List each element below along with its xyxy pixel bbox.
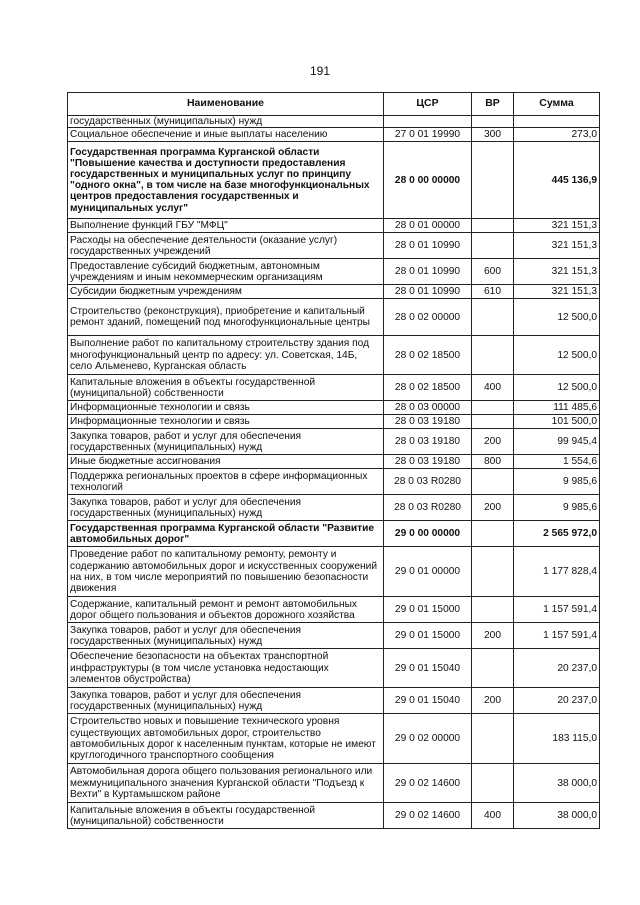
cell-sum: 111 485,6 (514, 401, 600, 415)
cell-vr (472, 547, 514, 597)
cell-code: 29 0 01 15040 (384, 688, 472, 714)
cell-name: государственных (муниципальных) нужд (68, 116, 384, 128)
cell-sum: 321 151,3 (514, 259, 600, 285)
table-row (68, 375, 600, 401)
cell-name: Субсидии бюджетным учреждениям (68, 285, 384, 299)
table-header-row (68, 93, 600, 116)
cell-sum (514, 116, 600, 128)
table-row (68, 142, 600, 219)
cell-code: 29 0 02 14600 (384, 764, 472, 803)
cell-sum: 20 237,0 (514, 688, 600, 714)
cell-name: Закупка товаров, работ и услуг для обеспечения государственных (муниципальных) нужд (68, 688, 384, 714)
cell-code: 28 0 03 19180 (384, 415, 472, 429)
cell-code: 28 0 03 R0280 (384, 495, 472, 521)
header-name: Наименование (68, 93, 384, 116)
cell-vr (472, 219, 514, 233)
cell-sum: 321 151,3 (514, 219, 600, 233)
table-row (68, 469, 600, 495)
cell-vr (472, 521, 514, 547)
cell-vr: 200 (472, 688, 514, 714)
cell-vr (472, 142, 514, 219)
header-vr: ВР (472, 93, 514, 116)
table-row (68, 495, 600, 521)
cell-sum: 273,0 (514, 128, 600, 142)
cell-name: Выполнение функций ГБУ "МФЦ" (68, 219, 384, 233)
budget-table (67, 92, 600, 829)
cell-sum: 12 500,0 (514, 336, 600, 375)
table-row (68, 764, 600, 803)
cell-vr: 800 (472, 455, 514, 469)
cell-vr: 610 (472, 285, 514, 299)
cell-name: Иные бюджетные ассигнования (68, 455, 384, 469)
cell-code: 29 0 02 00000 (384, 714, 472, 764)
cell-vr: 200 (472, 623, 514, 649)
page-number: 191 (309, 64, 331, 78)
cell-sum: 9 985,6 (514, 469, 600, 495)
table-row (68, 299, 600, 336)
cell-sum: 101 500,0 (514, 415, 600, 429)
cell-code: 28 0 00 00000 (384, 142, 472, 219)
cell-name: Предоставление субсидий бюджетным, автономным учреждениям и иным некоммерческим организациям (68, 259, 384, 285)
cell-vr (472, 415, 514, 429)
cell-name: Строительство новых и повышение технического уровня существующих автомобильных дорог, строительство автомобильных дорог к населенным пунктам, которые не имеют круглогодичного транспортного сообщения (68, 714, 384, 764)
cell-sum: 321 151,3 (514, 285, 600, 299)
cell-code: 28 0 01 10990 (384, 285, 472, 299)
table-body (68, 116, 600, 829)
cell-name: Закупка товаров, работ и услуг для обеспечения государственных (муниципальных) нужд (68, 495, 384, 521)
cell-name: Автомобильная дорога общего пользования регионального или межмуниципального значения Курганской области "Подъезд к Вехти" в Куртамышском районе (68, 764, 384, 803)
cell-name: Капитальные вложения в объекты государственной (муниципальной) собственности (68, 375, 384, 401)
cell-vr: 400 (472, 803, 514, 829)
cell-vr (472, 233, 514, 259)
cell-vr: 300 (472, 128, 514, 142)
table-row (68, 803, 600, 829)
cell-code: 28 0 02 18500 (384, 336, 472, 375)
table-row (68, 429, 600, 455)
cell-name: Поддержка региональных проектов в сфере информационных технологий (68, 469, 384, 495)
cell-code: 28 0 01 10990 (384, 233, 472, 259)
cell-name: Информационные технологии и связь (68, 415, 384, 429)
cell-vr (472, 469, 514, 495)
cell-name: Выполнение работ по капитальному строительству здания под многофункциональный центр по адресу: ул. Советская, 14Б, село Альменево, Курганская область (68, 336, 384, 375)
cell-sum: 38 000,0 (514, 803, 600, 829)
cell-sum: 38 000,0 (514, 764, 600, 803)
header-code: ЦСР (384, 93, 472, 116)
cell-sum: 1 157 591,4 (514, 597, 600, 623)
cell-sum: 2 565 972,0 (514, 521, 600, 547)
cell-sum: 99 945,4 (514, 429, 600, 455)
cell-code: 28 0 02 00000 (384, 299, 472, 336)
cell-vr (472, 649, 514, 688)
cell-vr (472, 336, 514, 375)
table-row (68, 623, 600, 649)
table-row (68, 521, 600, 547)
cell-name: Расходы на обеспечение деятельности (оказание услуг) государственных учреждений (68, 233, 384, 259)
cell-vr: 600 (472, 259, 514, 285)
cell-vr (472, 299, 514, 336)
cell-code: 29 0 01 15000 (384, 597, 472, 623)
header-sum: Сумма (514, 93, 600, 116)
cell-vr (472, 401, 514, 415)
cell-sum: 9 985,6 (514, 495, 600, 521)
cell-sum: 1 554,6 (514, 455, 600, 469)
cell-name: Закупка товаров, работ и услуг для обеспечения государственных (муниципальных) нужд (68, 623, 384, 649)
cell-code: 28 0 03 19180 (384, 429, 472, 455)
cell-name: Информационные технологии и связь (68, 401, 384, 415)
cell-vr: 200 (472, 429, 514, 455)
cell-name: Государственная программа Курганской области "Повышение качества и доступности предоставления государственных и муниципальных услуг по принципу "одного окна", в том числе на базе многофункциональных центров предоставления государственных и муниципальных услуг" (68, 142, 384, 219)
cell-sum: 321 151,3 (514, 233, 600, 259)
cell-code: 29 0 01 00000 (384, 547, 472, 597)
cell-sum: 12 500,0 (514, 375, 600, 401)
cell-code: 28 0 01 00000 (384, 219, 472, 233)
table-row (68, 649, 600, 688)
cell-sum: 12 500,0 (514, 299, 600, 336)
cell-vr (472, 714, 514, 764)
table-row (68, 336, 600, 375)
table-row (68, 714, 600, 764)
table-row (68, 547, 600, 597)
table-row (68, 259, 600, 285)
cell-sum: 445 136,9 (514, 142, 600, 219)
table-row (68, 415, 600, 429)
cell-code: 28 0 03 R0280 (384, 469, 472, 495)
cell-code: 29 0 01 15040 (384, 649, 472, 688)
table-row (68, 401, 600, 415)
cell-name: Обеспечение безопасности на объектах транспортной инфраструктуры (в том числе установка недостающих элементов обустройства) (68, 649, 384, 688)
table-row (68, 219, 600, 233)
table-row (68, 233, 600, 259)
cell-name: Строительство (реконструкция), приобретение и капитальный ремонт зданий, помещений под многофункциональные центры (68, 299, 384, 336)
cell-name: Содержание, капитальный ремонт и ремонт автомобильных дорог общего пользования и объектов дорожного хозяйства (68, 597, 384, 623)
cell-vr (472, 764, 514, 803)
cell-name: Государственная программа Курганской области "Развитие автомобильных дорог" (68, 521, 384, 547)
cell-code: 28 0 03 00000 (384, 401, 472, 415)
table-row (68, 688, 600, 714)
cell-sum: 20 237,0 (514, 649, 600, 688)
cell-sum: 1 177 828,4 (514, 547, 600, 597)
cell-sum: 183 115,0 (514, 714, 600, 764)
cell-vr: 400 (472, 375, 514, 401)
cell-vr (472, 597, 514, 623)
table-row (68, 285, 600, 299)
table-row (68, 455, 600, 469)
cell-code (384, 116, 472, 128)
cell-name: Социальное обеспечение и иные выплаты населению (68, 128, 384, 142)
table-row (68, 128, 600, 142)
cell-name: Закупка товаров, работ и услуг для обеспечения государственных (муниципальных) нужд (68, 429, 384, 455)
cell-code: 27 0 01 19990 (384, 128, 472, 142)
cell-name: Проведение работ по капитальному ремонту, ремонту и содержанию автомобильных дорог и искусственных сооружений на них, в том числе мероприятий по повышению безопасности движения (68, 547, 384, 597)
table-row (68, 597, 600, 623)
cell-code: 28 0 03 19180 (384, 455, 472, 469)
cell-code: 29 0 01 15000 (384, 623, 472, 649)
table-row (68, 116, 600, 128)
cell-code: 29 0 02 14600 (384, 803, 472, 829)
cell-vr (472, 116, 514, 128)
cell-sum: 1 157 591,4 (514, 623, 600, 649)
cell-code: 29 0 00 00000 (384, 521, 472, 547)
cell-vr: 200 (472, 495, 514, 521)
cell-code: 28 0 01 10990 (384, 259, 472, 285)
cell-name: Капитальные вложения в объекты государственной (муниципальной) собственности (68, 803, 384, 829)
cell-code: 28 0 02 18500 (384, 375, 472, 401)
